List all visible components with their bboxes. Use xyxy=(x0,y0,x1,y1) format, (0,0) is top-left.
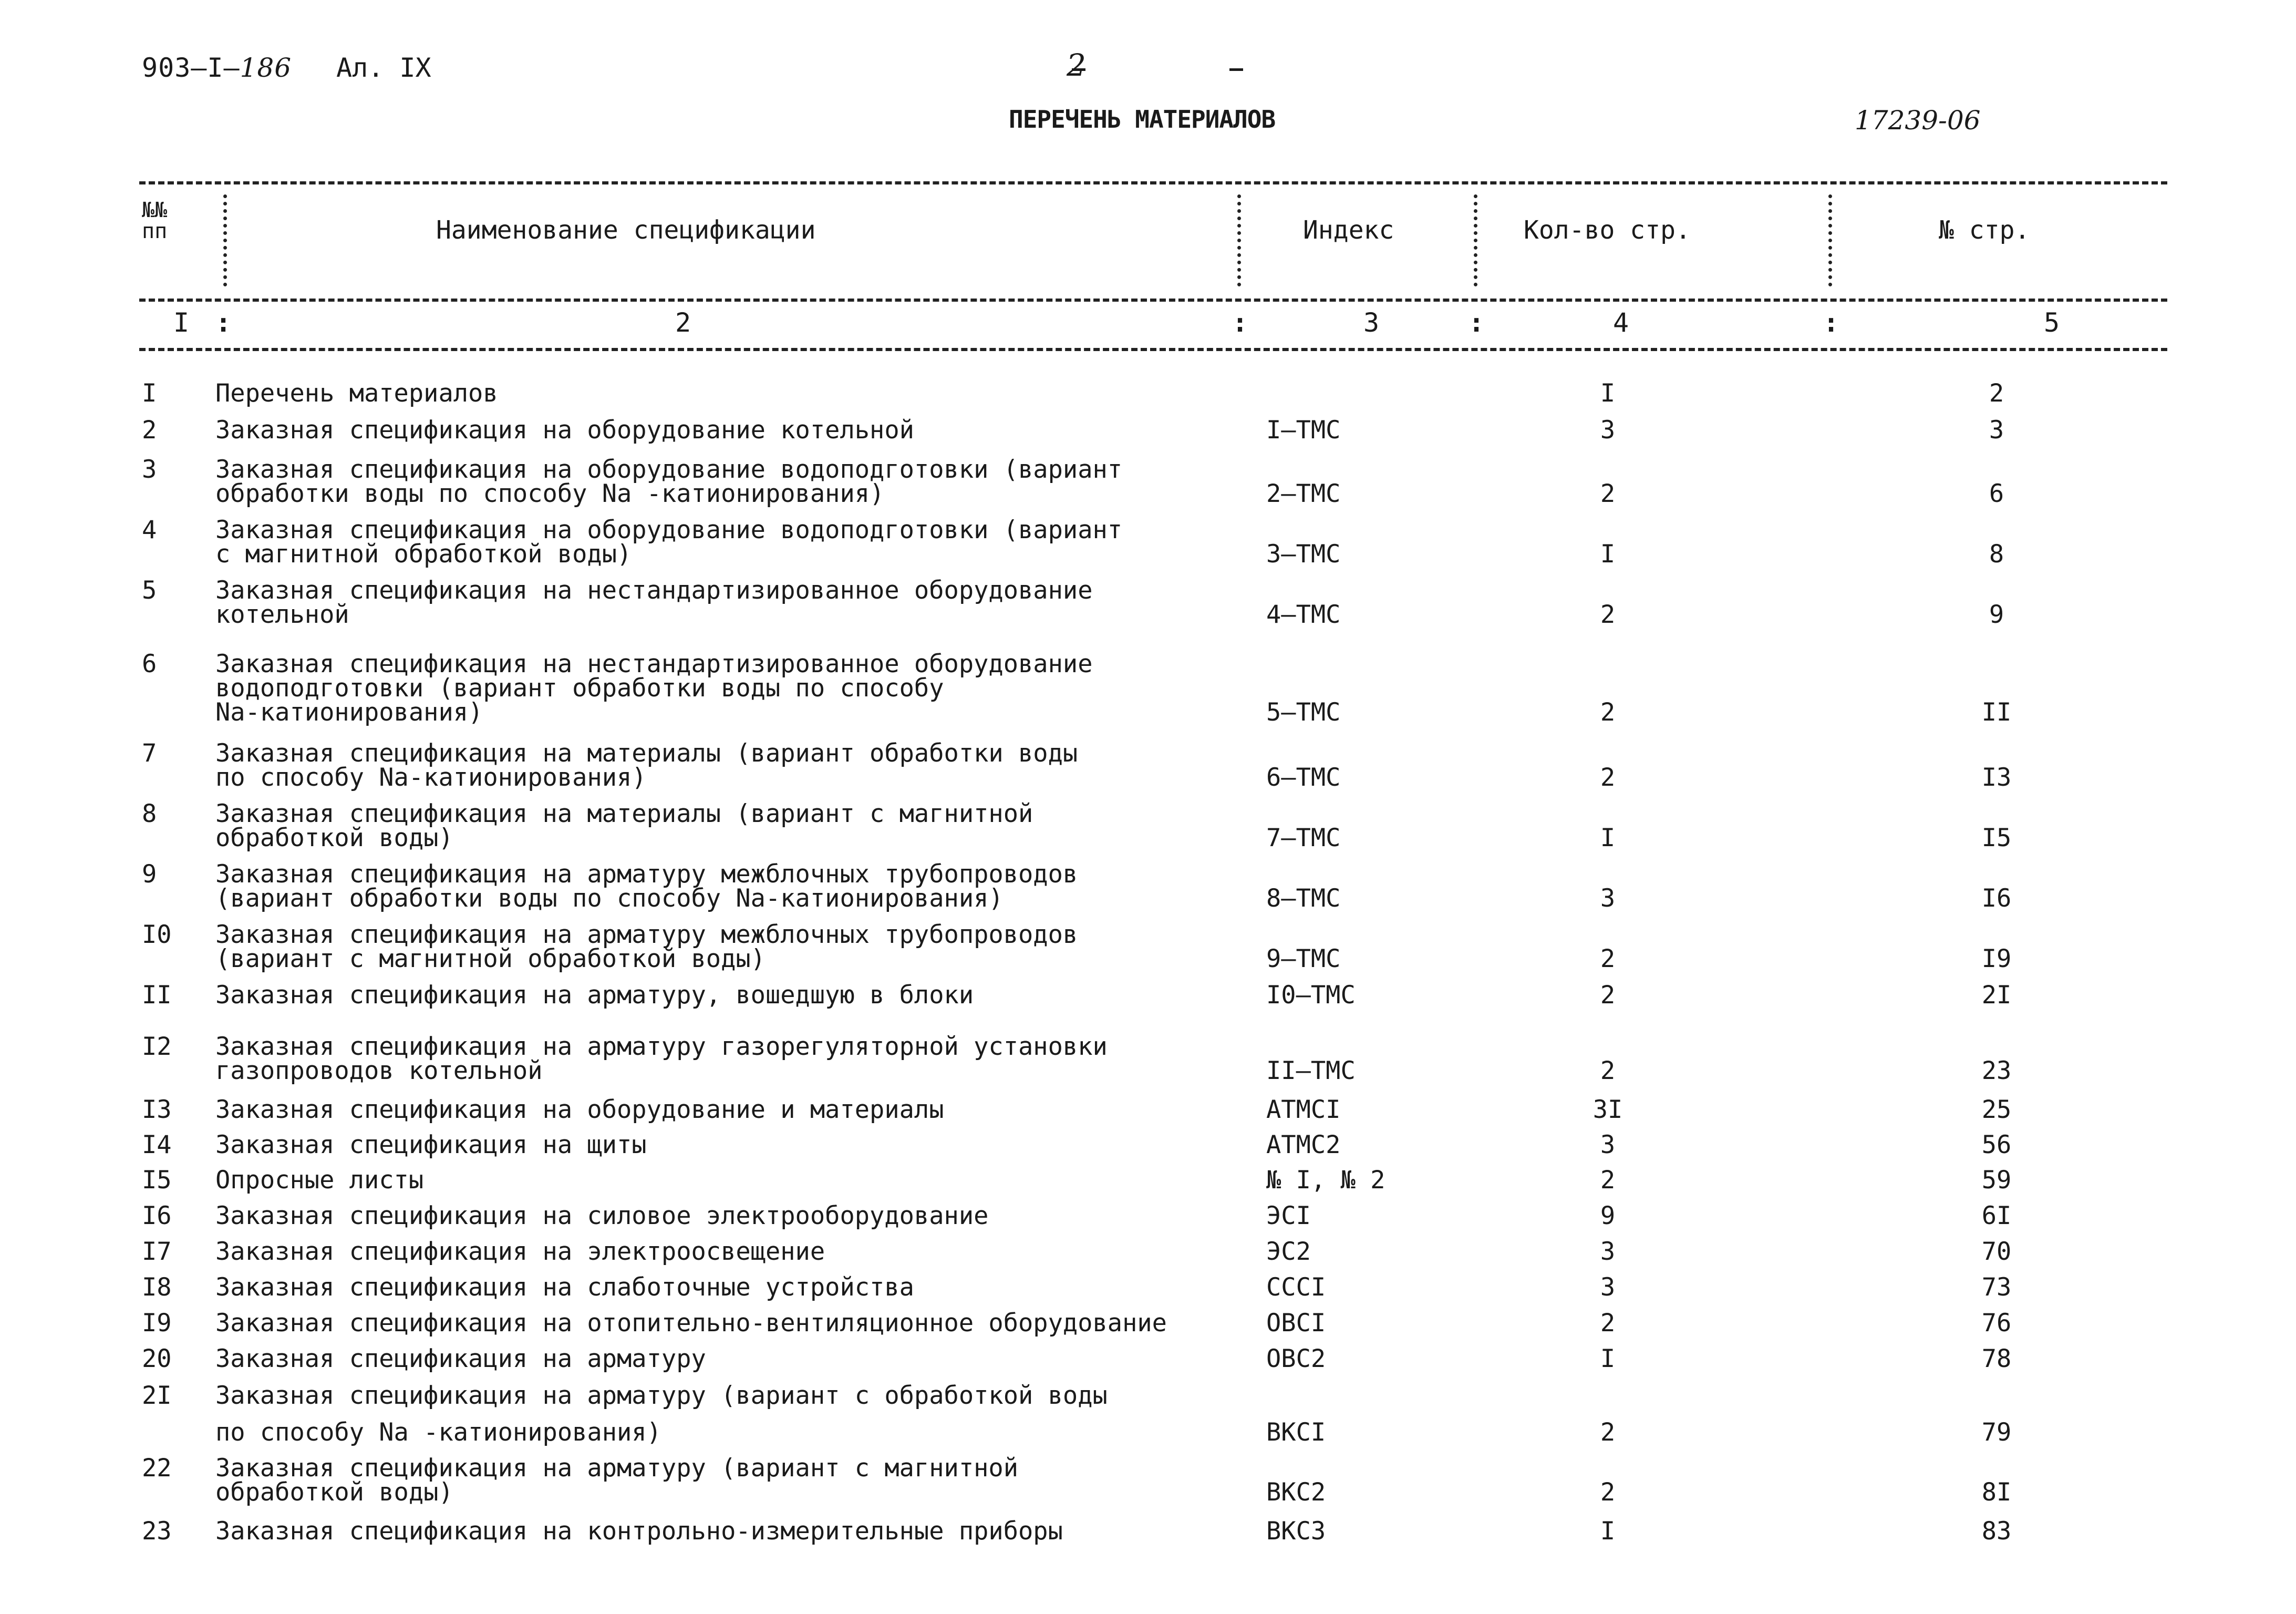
row-page-number: I5 xyxy=(1981,824,2012,852)
row-page-count: I xyxy=(1600,379,1616,408)
row-page-count: 2 xyxy=(1600,698,1616,727)
page-dash-right xyxy=(1229,68,1243,71)
row-page-number: 56 xyxy=(1981,1130,2012,1159)
row-name-line: (вариант с магнитной обработкой воды) xyxy=(215,944,766,973)
row-name-line: Заказная спецификация на слаботочные устройства xyxy=(215,1273,914,1302)
row-number: I7 xyxy=(142,1237,172,1266)
row-name-line: Заказная спецификация на арматуру газорегуляторной установки xyxy=(215,1032,1108,1061)
row-page-number: 25 xyxy=(1981,1095,2012,1124)
row-name-line: Заказная спецификация на силовое электрооборудование xyxy=(215,1201,989,1230)
row-index: 5–ТМС xyxy=(1266,698,1341,727)
row-index: ЭС2 xyxy=(1266,1237,1311,1266)
row-number: 5 xyxy=(142,576,157,605)
colnum-sep-2: : xyxy=(1232,307,1248,338)
row-page-number: I3 xyxy=(1981,763,2012,792)
colnum-2: 2 xyxy=(675,307,691,338)
row-number: 23 xyxy=(142,1517,172,1546)
row-name-line: Заказная спецификация на оборудование и материалы xyxy=(215,1095,944,1124)
row-page-count: 3 xyxy=(1600,416,1616,445)
row-name-line: Заказная спецификация на арматуру (вариант с обработкой воды xyxy=(215,1381,1108,1410)
row-name-line: обработки воды по способу Na -катионирования) xyxy=(215,479,885,508)
row-number: 3 xyxy=(142,455,157,484)
row-name-line: Заказная спецификация на материалы (вариант обработки воды xyxy=(215,739,1078,768)
row-index: 4–ТМС xyxy=(1266,600,1341,629)
row-index: 3–ТМС xyxy=(1266,540,1341,569)
row-page-number: 79 xyxy=(1981,1418,2012,1447)
row-index: АТМСI xyxy=(1266,1095,1341,1124)
row-name-line: Заказная спецификация на арматуру межблочных трубопроводов xyxy=(215,920,1078,949)
album-label: Ал. IX xyxy=(336,53,431,83)
table-top-rule xyxy=(139,181,2167,184)
row-page-number: 78 xyxy=(1981,1344,2012,1373)
row-name-line: (вариант обработки воды по способу Na-катионирования) xyxy=(215,884,1004,913)
row-page-number: 2I xyxy=(1981,981,2012,1010)
row-name-line: Заказная спецификация на арматуру межблочных трубопроводов xyxy=(215,860,1078,889)
row-page-count: 9 xyxy=(1600,1201,1616,1230)
header-divider-2 xyxy=(1237,194,1241,286)
row-name-line: Заказная спецификация на электроосвещение xyxy=(215,1237,825,1266)
row-page-number: II xyxy=(1981,698,2012,727)
row-number: I5 xyxy=(142,1166,172,1195)
colnum-4: 4 xyxy=(1613,307,1629,338)
row-number: I xyxy=(142,379,157,408)
colnum-5: 5 xyxy=(2044,307,2060,338)
row-index: 2–ТМС xyxy=(1266,479,1341,508)
row-number: I6 xyxy=(142,1201,172,1230)
header-divider-3 xyxy=(1474,194,1477,286)
row-page-number: 2 xyxy=(1989,379,2004,408)
row-page-number: 6 xyxy=(1989,479,2004,508)
header-divider-4 xyxy=(1828,194,1832,286)
header-name: Наименование спецификации xyxy=(436,215,816,245)
row-number: I3 xyxy=(142,1095,172,1124)
header-divider-1 xyxy=(223,194,227,286)
row-page-number: 59 xyxy=(1981,1166,2012,1195)
row-name-line: Na-катионирования) xyxy=(215,698,483,727)
row-index: ОВСI xyxy=(1266,1309,1326,1338)
row-number: 22 xyxy=(142,1454,172,1483)
table-header-rule xyxy=(139,299,2167,302)
header-num: №№ пп xyxy=(142,198,168,243)
row-page-count: 2 xyxy=(1600,763,1616,792)
row-page-count: I xyxy=(1600,540,1616,569)
row-index: СССI xyxy=(1266,1273,1326,1302)
header-index: Индекс xyxy=(1303,215,1394,245)
row-page-number: 6I xyxy=(1981,1201,2012,1230)
row-number: 9 xyxy=(142,860,157,889)
colnum-sep-1: : xyxy=(215,307,232,338)
row-page-count: 2 xyxy=(1600,944,1616,973)
row-name-line: Заказная спецификация на оборудование котельной xyxy=(215,416,914,445)
row-index: 7–ТМС xyxy=(1266,824,1341,852)
page-number: 2 xyxy=(1067,47,1086,83)
row-index: ЭСI xyxy=(1266,1201,1311,1230)
document-code-prefix: 903–I– xyxy=(142,53,240,83)
colnum-3: 3 xyxy=(1363,307,1380,338)
row-page-number: 83 xyxy=(1981,1517,2012,1546)
row-page-number: 70 xyxy=(1981,1237,2012,1266)
row-number: I8 xyxy=(142,1273,172,1302)
row-page-number: 9 xyxy=(1989,600,2004,629)
row-page-number: 73 xyxy=(1981,1273,2012,1302)
row-page-number: 23 xyxy=(1981,1056,2012,1085)
row-page-count: 2 xyxy=(1600,1418,1616,1447)
row-index: 6–ТМС xyxy=(1266,763,1341,792)
row-page-count: 2 xyxy=(1600,1309,1616,1338)
table-colnum-rule xyxy=(139,348,2167,351)
row-number: 8 xyxy=(142,799,157,828)
row-page-count: 3 xyxy=(1600,884,1616,913)
row-number: 2 xyxy=(142,416,157,445)
document-title: ПЕРЕЧЕНЬ МАТЕРИАЛОВ xyxy=(1009,105,1276,133)
document-code xyxy=(142,53,292,83)
row-number: I4 xyxy=(142,1130,172,1159)
row-page-count: 2 xyxy=(1600,981,1616,1010)
row-number: 7 xyxy=(142,739,157,768)
row-page-count: 2 xyxy=(1600,1166,1616,1195)
row-name-line: Заказная спецификация на арматуру xyxy=(215,1344,706,1373)
row-name-line: Заказная спецификация на контрольно-измерительные приборы xyxy=(215,1517,1063,1546)
archive-number: 17239-06 xyxy=(1855,105,1981,136)
row-index: ВКС2 xyxy=(1266,1478,1326,1507)
row-page-count: 2 xyxy=(1600,600,1616,629)
row-page-number: 8 xyxy=(1989,540,2004,569)
row-page-number: 8I xyxy=(1981,1478,2012,1507)
row-page-number: 76 xyxy=(1981,1309,2012,1338)
row-name-line: водоподготовки (вариант обработки воды по способу xyxy=(215,674,944,703)
row-number: I2 xyxy=(142,1032,172,1061)
row-number: I0 xyxy=(142,920,172,949)
row-index: ВКСI xyxy=(1266,1418,1326,1447)
row-page-count: I xyxy=(1600,1517,1616,1546)
row-name-line: Перечень материалов xyxy=(215,379,498,408)
row-page-count: 2 xyxy=(1600,1478,1616,1507)
row-name-line: Опросные листы xyxy=(215,1166,424,1195)
row-page-number: I9 xyxy=(1981,944,2012,973)
row-index: 9–ТМС xyxy=(1266,944,1341,973)
row-name-line: Заказная спецификация на нестандартизированное оборудование xyxy=(215,650,1093,679)
colnum-sep-3: : xyxy=(1468,307,1485,338)
row-name-line: по способу Na-катионирования) xyxy=(215,763,647,792)
row-number: 20 xyxy=(142,1344,172,1373)
header-qty: Кол-во стр. xyxy=(1524,215,1691,245)
row-index: I–ТМС xyxy=(1266,416,1341,445)
row-number: 6 xyxy=(142,650,157,679)
row-name-line: Заказная спецификация на щиты xyxy=(215,1130,647,1159)
row-name-line: обработкой воды) xyxy=(215,824,453,852)
row-page-number: I6 xyxy=(1981,884,2012,913)
row-name-line: котельной xyxy=(215,600,349,629)
row-page-count: 2 xyxy=(1600,479,1616,508)
row-page-count: 3 xyxy=(1600,1237,1616,1266)
row-index: АТМС2 xyxy=(1266,1130,1341,1159)
row-name-line: по способу Na -катионирования) xyxy=(215,1418,661,1447)
row-name-line: Заказная спецификация на арматуру (вариант с магнитной xyxy=(215,1454,1019,1483)
row-index: II–ТМС xyxy=(1266,1056,1356,1085)
row-page-number: 3 xyxy=(1989,416,2004,445)
row-number: II xyxy=(142,981,172,1010)
row-number: 2I xyxy=(142,1381,172,1410)
row-name-line: с магнитной обработкой воды) xyxy=(215,540,632,569)
row-index: 8–ТМС xyxy=(1266,884,1341,913)
row-name-line: Заказная спецификация на нестандартизированное оборудование xyxy=(215,576,1093,605)
row-number: I9 xyxy=(142,1309,172,1338)
row-page-count: 3I xyxy=(1592,1095,1623,1124)
row-name-line: газопроводов котельной xyxy=(215,1056,543,1085)
row-index: ВКС3 xyxy=(1266,1517,1326,1546)
row-page-count: I xyxy=(1600,1344,1616,1373)
row-page-count: 2 xyxy=(1600,1056,1616,1085)
colnum-1: I xyxy=(173,307,190,338)
row-index: I0–ТМС xyxy=(1266,981,1356,1010)
row-name-line: Заказная спецификация на оборудование водоподготовки (вариант xyxy=(215,455,1123,484)
header-page: № стр. xyxy=(1939,215,2030,245)
row-page-count: I xyxy=(1600,824,1616,852)
row-index: ОВС2 xyxy=(1266,1344,1326,1373)
row-index: № I, № 2 xyxy=(1266,1166,1385,1195)
row-name-line: Заказная спецификация на оборудование водоподготовки (вариант xyxy=(215,516,1123,544)
row-name-line: обработкой воды) xyxy=(215,1478,453,1507)
row-name-line: Заказная спецификация на материалы (вариант с магнитной xyxy=(215,799,1033,828)
colnum-sep-4: : xyxy=(1823,307,1839,338)
row-page-count: 3 xyxy=(1600,1130,1616,1159)
row-page-count: 3 xyxy=(1600,1273,1616,1302)
row-name-line: Заказная спецификация на отопительно-вентиляционное оборудование xyxy=(215,1309,1167,1338)
row-name-line: Заказная спецификация на арматуру, вошедшую в блоки xyxy=(215,981,974,1010)
document-code-suffix: 186 xyxy=(240,53,292,83)
row-number: 4 xyxy=(142,516,157,544)
